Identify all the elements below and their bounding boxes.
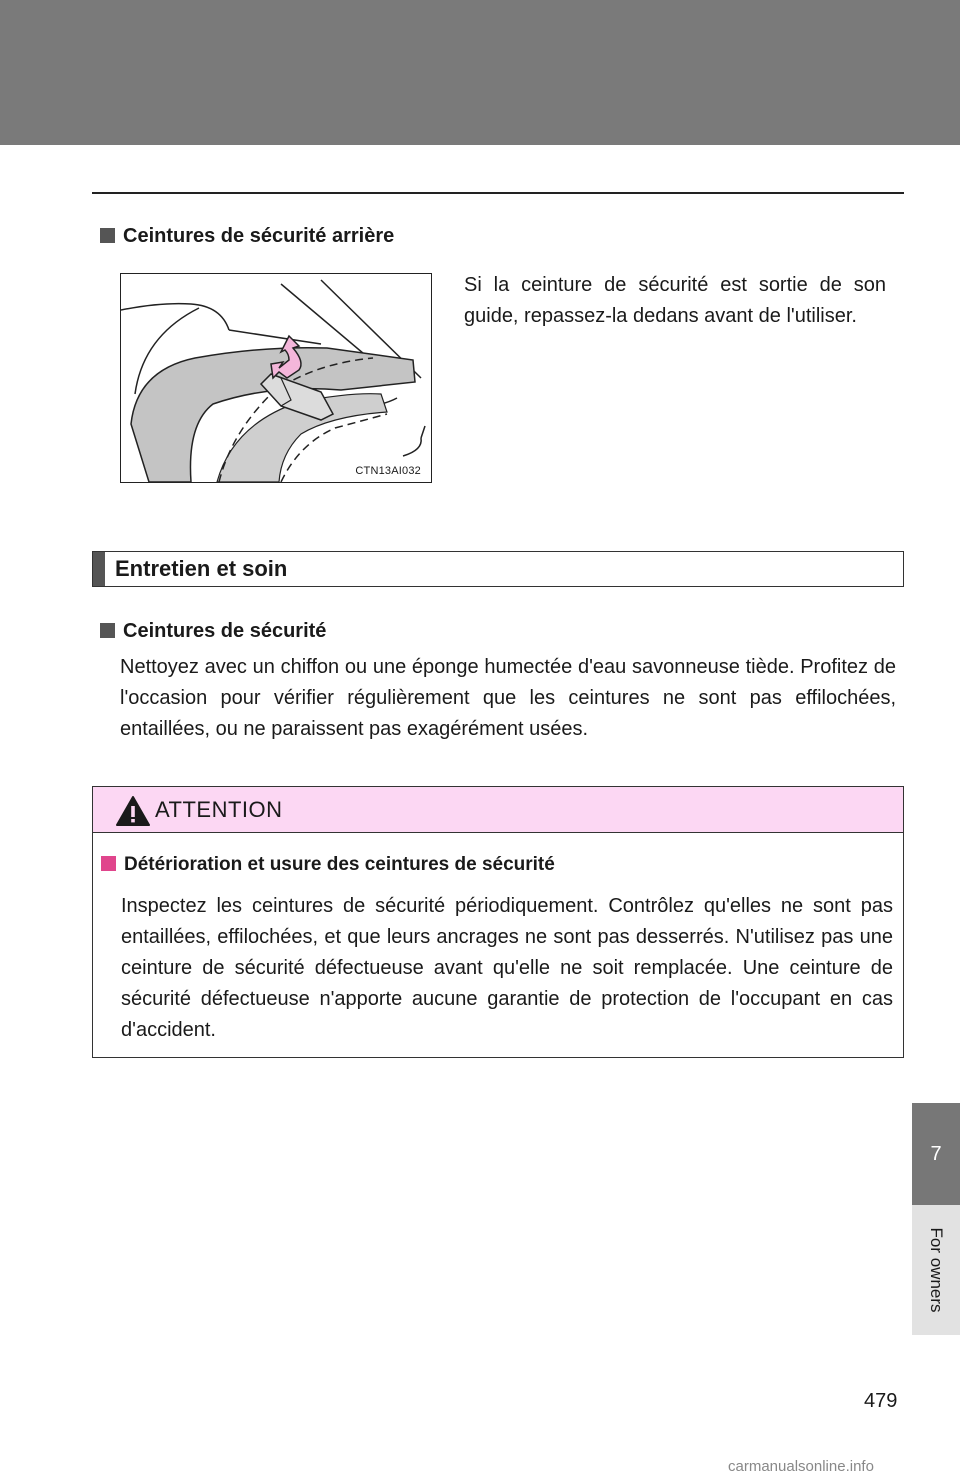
- square-bullet-icon: [101, 856, 116, 871]
- caution-header: [93, 787, 903, 833]
- square-bullet-icon: [100, 623, 115, 638]
- caution-box: [92, 786, 904, 1058]
- warning-triangle-icon: [115, 795, 151, 827]
- rear-belts-section-title: [100, 224, 394, 248]
- heading-accent: [93, 552, 105, 586]
- rear-belts-title-text: Ceintures de sécurité arrière: [123, 225, 395, 247]
- chapter-label-text: For owners: [927, 1227, 946, 1313]
- header-band: [0, 0, 960, 145]
- maintenance-heading-text: Entretien et soin: [115, 556, 288, 581]
- caution-text: Inspectez les ceintures de sécurité périodiquement. Contrôlez qu'elles ne sont pas entaillées, effilochées, et que leurs ancrages ne sont pas desserrés. N'utilisez pas une ceinture de sécurité défectueuse avant qu'elle ne soit remplacée. Une ceinture de sécurité défectueuse n'apporte aucune garantie de protection de l'occupant en cas d'accident.: [121, 895, 893, 1041]
- watermark: carmanualsonline.info: [728, 1458, 874, 1475]
- caution-subtitle-text: Détérioration et usure des ceintures de sécurité: [124, 854, 555, 875]
- header-rule: [92, 192, 904, 194]
- maintenance-heading: [92, 551, 904, 587]
- caution-label: ATTENTION: [155, 797, 283, 822]
- chapter-tab: 7: [912, 1103, 960, 1205]
- caution-subtitle: [101, 853, 555, 877]
- figure-code: CTN13AI032: [355, 465, 421, 477]
- belts-cleaning-text: Nettoyez avec un chiffon ou une éponge humectée d'eau savonneuse tiède. Profitez de l'occasion pour vérifier régulièrement que les ceintures ne sont pas effilochées, entaillées, ou ne paraissent pas exagérément usées.: [120, 656, 896, 740]
- belts-section-title: [100, 619, 326, 643]
- belts-title-text: Ceintures de sécurité: [123, 620, 327, 642]
- chapter-label-tab: [912, 1205, 960, 1335]
- square-bullet-icon: [100, 228, 115, 243]
- seatbelt-guide-drawing: [121, 274, 431, 482]
- belt-guide-illustration: [120, 273, 432, 483]
- page-number: 479: [864, 1390, 898, 1412]
- rear-belts-text: Si la ceinture de sécurité est sortie de son guide, repassez-la dedans avant de l'utiliser.: [464, 274, 886, 327]
